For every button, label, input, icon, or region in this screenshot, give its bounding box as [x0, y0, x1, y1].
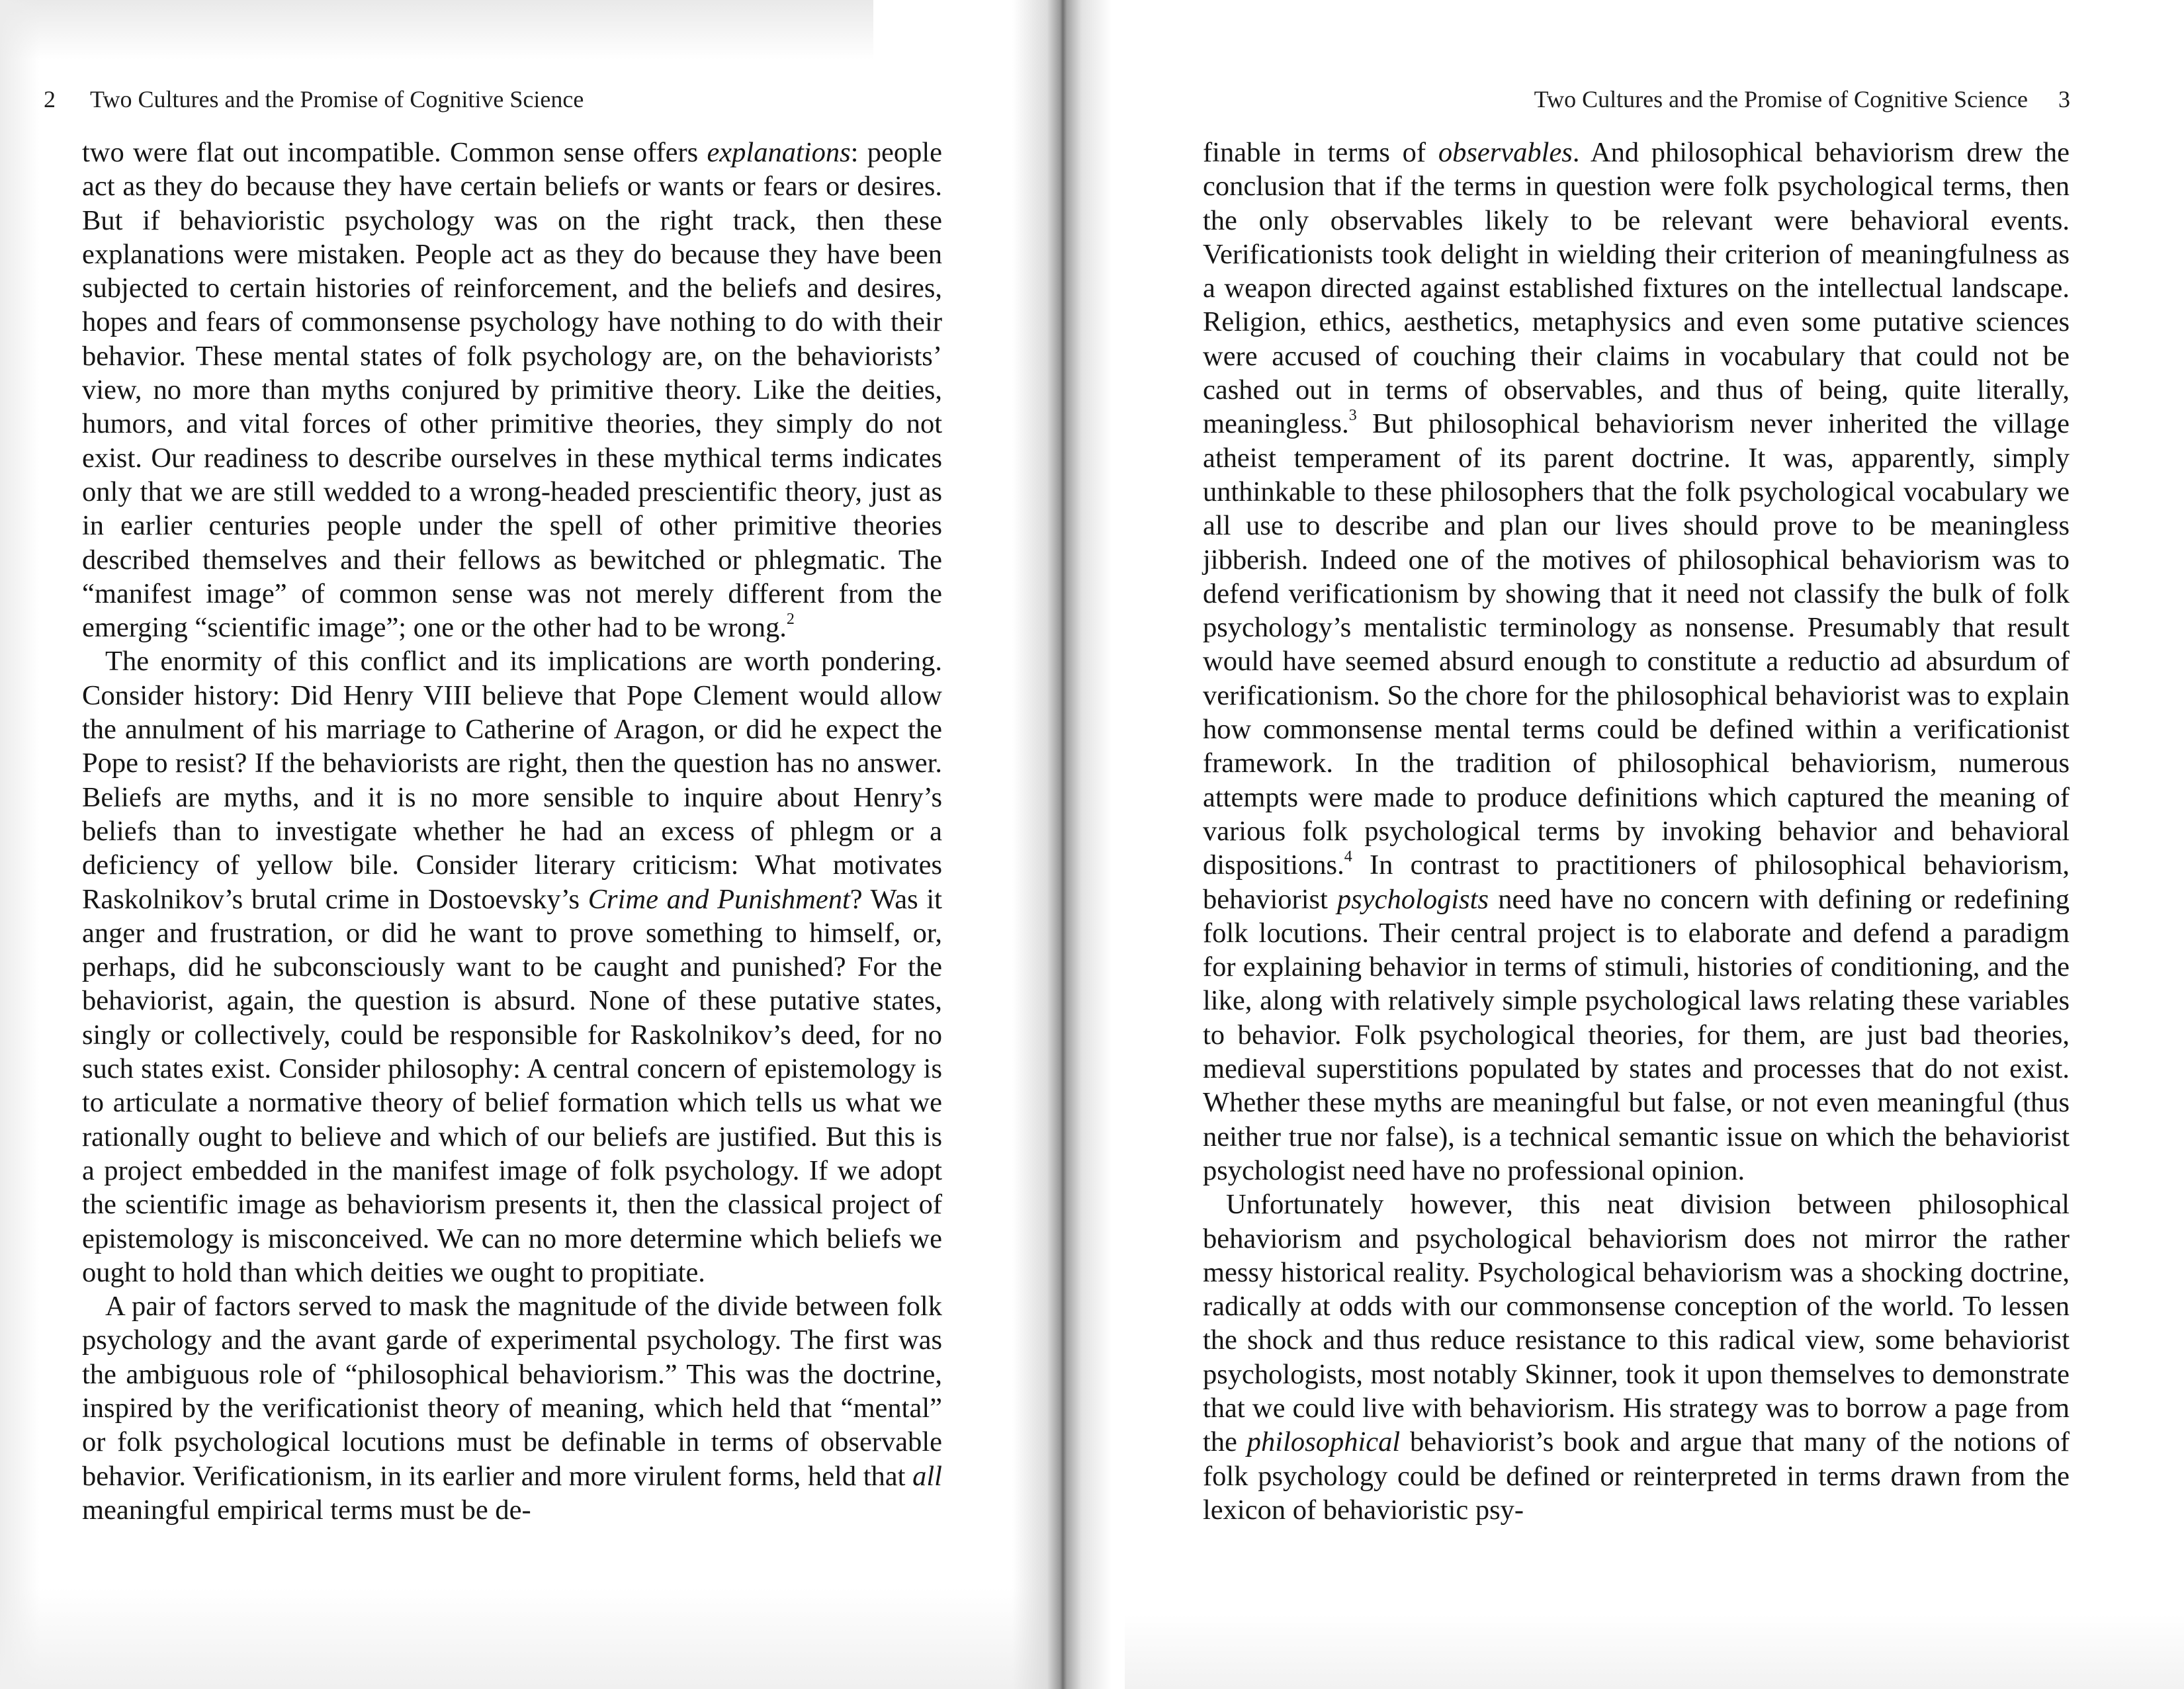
right-page [1125, 0, 2184, 1689]
left-page [0, 0, 1032, 1689]
paragraph: two were flat out incompatible. Common sense offers explanations: people act as they do because they have certain beliefs or wants or fears or desires. But if behavioristic psychology was on the right track, then these explanations were mistaken. People act as they do because they have been subjected to certain histories of reinforcement, and the beliefs and desires, hopes and fears of commonsense psychology have nothing to do with their behavior. These mental states of folk psychology are, on the behaviorists’ view, no more than myths conjured by primitive theory. Like the deities, humors, and vital forces of other primitive theories, they simply do not exist. Our readiness to describe ourselves in these mythical terms indicates only that we are still wedded to a wrong-headed prescientific theory, just as in earlier centuries people under the spell of other primitive theories described themselves and their fellows as bewitched or phlegmatic. The “manifest image” of common sense was not merely different from the emerging “scientific image”; one or the other had to be wrong.$^2$ [82, 137, 942, 644]
left-running-title: Two Cultures and the Promise of Cognitive Science [90, 86, 584, 112]
right-body-text [1203, 136, 2070, 1527]
left-page-number: 2 [44, 86, 56, 112]
right-running-head [1534, 85, 2070, 114]
paragraph: The enormity of this conflict and its implications are worth pondering. Consider history: Did Henry VIII believe that Pope Clement would allow the annulment of his marriage to Catherine of Aragon, or did he expect the Pope to resist? If the behaviorists are right, then the question has no answer. Beliefs are myths, and it is no more sensible to inquire about Henry’s beliefs than to investigate whether he had an excess of phlegm or a deficiency of yellow bile. Consider literary criticism: What motivates Raskolnikov’s brutal crime in Dostoevsky’s Crime and Punishment? Was it anger and frustration, or did he want to prove something to himself, or, perhaps, did he subconsciously want to be caught and punished? For the behaviorist, again, the question is absurd. None of these putative states, singly or collectively, could be responsible for Raskolnikov’s deed, for no such states exist. Consider philosophy: A central concern of epistemology is to articulate a normative theory of belief formation which tells us what we rationally ought to believe and which of our beliefs are justified. But this is a project embedded in the manifest image of folk psychology. If we adopt the scientific image as behaviorism presents it, then the classical project of epistemology is misconceived. We can no more determine which beliefs we ought to hold than which deities we ought to propitiate. [82, 646, 942, 1288]
right-running-title: Two Cultures and the Promise of Cognitive Science [1534, 86, 2028, 112]
paragraph: finable in terms of observables. And philosophical behaviorism drew the conclusion that if the terms in question were folk psychological terms, then the only observables likely to be relevant were behavioral events. Verificationists took delight in wielding their criterion of meaningfulness as a weapon directed against established fixtures on the intellectual landscape. Religion, ethics, aesthetics, metaphysics and even some putative sciences were accused of couching their claims in vocabulary that could not be cashed out in terms of observables, and thus of being, quite literally, meaningless.$^3$ But philosophical behaviorism never inherited the village atheist temperament of its parent doctrine. It was, apparently, simply unthinkable to these philosophers that the folk psychological vocabulary we all use to describe and plan our lives should prove to be meaningless jibberish. Indeed one of the motives of philosophical behaviorism was to defend verificationism by showing that it need not classify the bulk of folk psychology’s mentalistic terminology as nonsense. Presumably that result would have seemed absurd enough to constitute a reductio ad absurdum of verificationism. So the chore for the philosophical behaviorist was to explain how commonsense mental terms could be defined within a verificationist framework. In the tradition of philosophical behaviorism, numerous attempts were made to produce definitions which captured the meaning of various folk psychological terms by invoking behavior and behavioral dispositions.$^4$ In contrast to practitioners of philosophical behaviorism, behaviorist psychologists need have no concern with defining or redefining folk locutions. Their central project is to elaborate and defend a paradigm for explaining behavior in terms of stimuli, histories of conditioning, and the like, along with relatively simple psychological laws relating these variables to behavior. Folk psychological theories, for them, are just bad theories, medieval superstitions populated by states and processes that do not exist. Whether these myths are meaningful but false, or not even meaningful (thus neither true nor false), is a technical semantic issue on which the behaviorist psychologist need have no professional opinion. [1203, 137, 2070, 1186]
right-page-number: 3 [2058, 86, 2070, 112]
paragraph: A pair of factors served to mask the magnitude of the divide between folk psychology and the avant garde of experimental psychology. The first was the ambiguous role of “philosophical behaviorism.” This was the doctrine, inspired by the verificationist theory of meaning, which held that “mental” or folk psychological locutions must be definable in terms of observable behavior. Verificationism, in its earlier and more virulent forms, held that all meaningful empirical terms must be de- [82, 1291, 942, 1526]
footnote-ref-2: 2 [786, 611, 795, 628]
paragraph: Unfortunately however, this neat division between philosophical behaviorism and psychological behaviorism does not mirror the rather messy historical reality. Psychological behaviorism was a shocking doctrine, radically at odds with our commonsense conception of the world. To lessen the shock and thus reduce resistance to this radical view, some behaviorist psychologists, most notably Skinner, took it upon themselves to demonstrate that we could live with behaviorism. His strategy was to borrow a page from the philosophical behaviorist’s book and argue that many of the notions of folk psychology could be defined or reinterpreted in terms drawn from the lexicon of behavioristic psy- [1203, 1189, 2070, 1526]
left-running-head [44, 85, 584, 114]
left-body-text [82, 136, 942, 1527]
footnote-ref-3: 3 [1348, 407, 1357, 425]
footnote-ref-4: 4 [1344, 848, 1352, 866]
